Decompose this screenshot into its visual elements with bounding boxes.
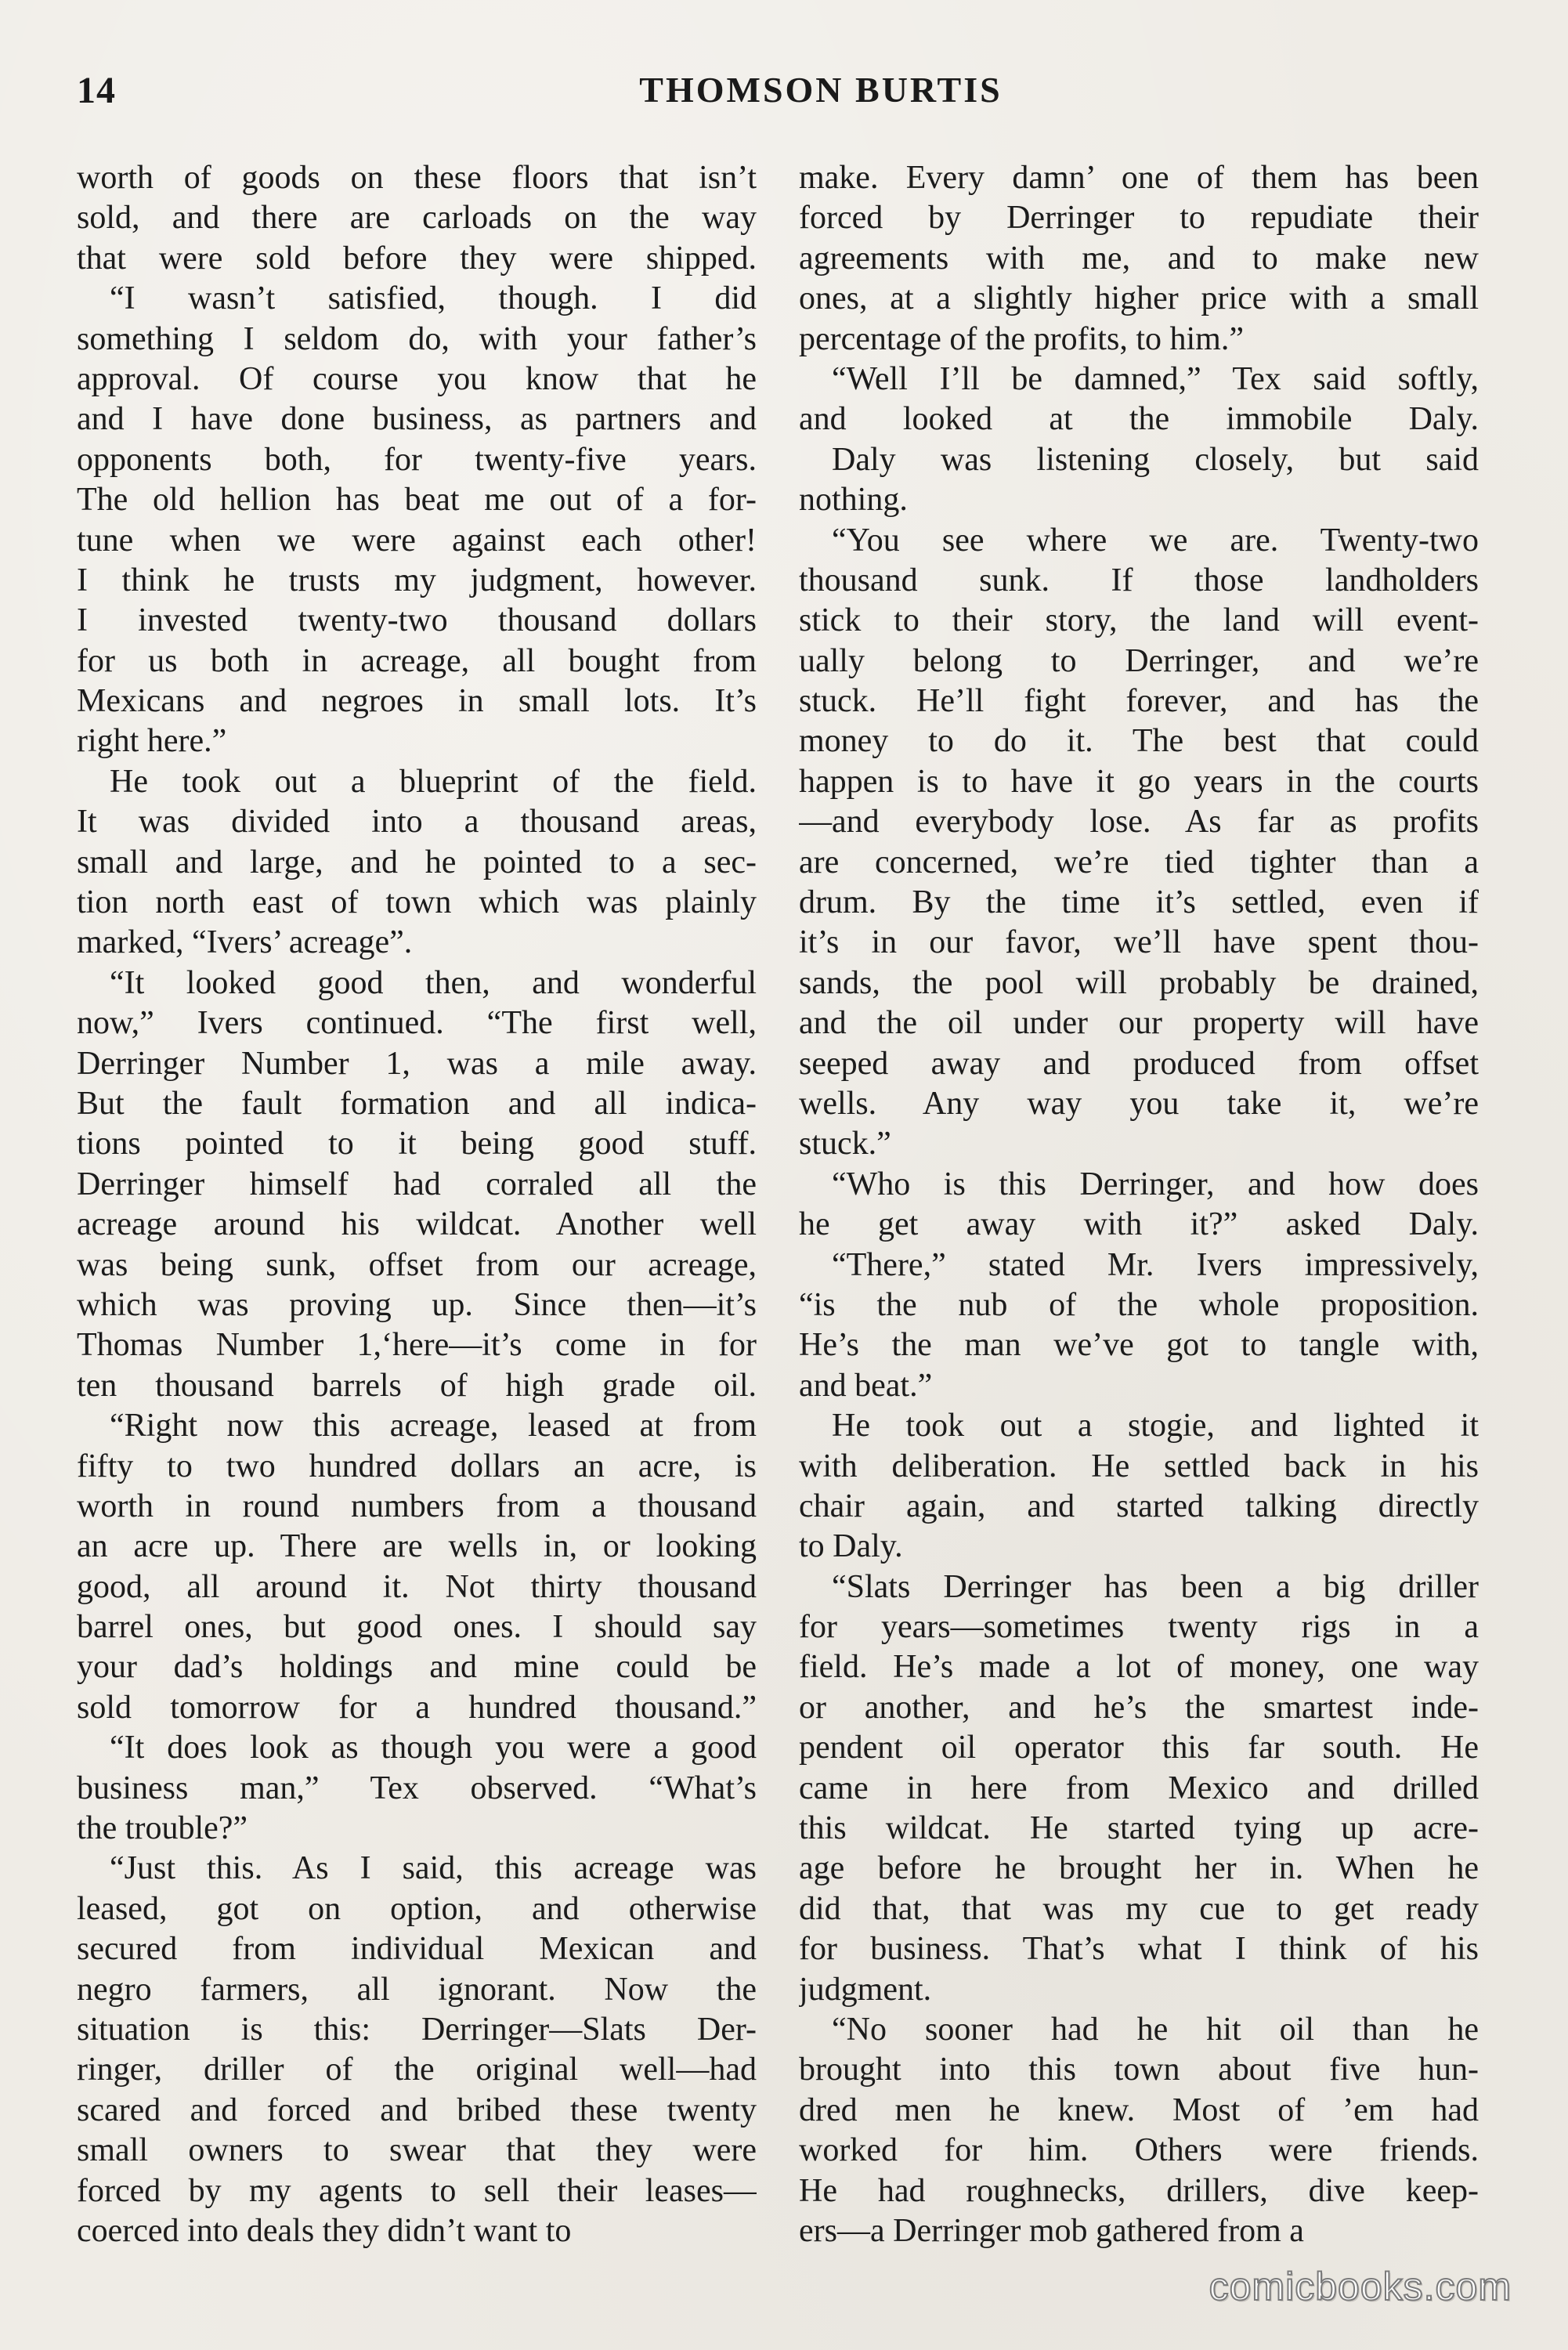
text-line: He’s the man we’ve got to tangle with, — [799, 1327, 1479, 1364]
text-line: for business. That’s what I think of his — [799, 1931, 1479, 1968]
text-line: age before he brought her in. When he — [799, 1850, 1479, 1887]
text-line: I invested twenty-two thousand dollars — [77, 602, 757, 639]
text-line: drum. By the time it’s settled, even if — [799, 884, 1479, 921]
text-line: chair again, and started talking directly — [799, 1488, 1479, 1524]
text-line: “I wasn’t satisfied, though. I did — [110, 280, 757, 317]
text-line: scared and forced and bribed these twenty — [77, 2092, 757, 2128]
text-line: Derringer Number 1, was a mile away. — [77, 1045, 757, 1082]
text-line: brought into this town about five hun- — [799, 2052, 1479, 2088]
text-line: Thomas Number 1,‘here—it’s come in for — [77, 1327, 757, 1364]
text-line: which was proving up. Since then—it’s — [77, 1286, 757, 1323]
text-line: acreage around his wildcat. Another well — [77, 1206, 757, 1243]
text-line: “Who is this Derringer, and how does — [832, 1166, 1479, 1202]
text-line: stuck.” — [799, 1126, 891, 1162]
text-line: approval. Of course you know that he — [77, 360, 757, 397]
text-line: dred men he knew. Most of ’em had — [799, 2092, 1479, 2128]
text-line: “is the nub of the whole proposition. — [799, 1286, 1479, 1323]
text-line: now,” Ivers continued. “The first well, — [77, 1005, 757, 1042]
text-line: thousand sunk. If those landholders — [799, 562, 1479, 598]
text-line: field. He’s made a lot of money, one way — [799, 1649, 1479, 1686]
text-line: seeped away and produced from offset — [799, 1045, 1479, 1082]
text-line: I think he trusts my judgment, however. — [77, 562, 757, 598]
text-line: “There,” stated Mr. Ivers impressively, — [832, 1246, 1479, 1283]
text-line: and beat.” — [799, 1367, 933, 1404]
text-line: the trouble?” — [77, 1810, 248, 1847]
text-line: forced by my agents to sell their leases— — [77, 2172, 757, 2209]
text-line: —and everybody lose. As far as profits — [799, 804, 1479, 841]
text-line: and the oil under our property will have — [799, 1005, 1479, 1042]
text-line: wells. Any way you take it, we’re — [799, 1085, 1479, 1122]
text-line: He had roughnecks, drillers, dive keep- — [799, 2172, 1479, 2209]
text-line: worth in round numbers from a thousand — [77, 1488, 757, 1524]
text-line: worth of goods on these floors that isn’t — [77, 160, 757, 196]
text-line: ones, at a slightly higher price with a small — [799, 280, 1479, 317]
text-line: He took out a blueprint of the field. — [110, 763, 757, 800]
text-line: “It looked good then, and wonderful — [110, 964, 757, 1001]
text-line: agreements with me, and to make new — [799, 240, 1479, 277]
text-line: sold tomorrow for a hundred thousand.” — [77, 1689, 757, 1726]
text-line: pendent oil operator this far south. He — [799, 1730, 1479, 1766]
running-title: THOMSON BURTIS — [639, 70, 1003, 110]
text-line: ten thousand barrels of high grade oil. — [77, 1367, 757, 1404]
text-line: secured from individual Mexican and — [77, 1931, 757, 1968]
text-line: Daly was listening closely, but said — [832, 441, 1479, 478]
text-line: make. Every damn’ one of them has been — [799, 160, 1479, 196]
text-line: ually belong to Derringer, and we’re — [799, 642, 1479, 679]
text-line: to Daly. — [799, 1528, 903, 1565]
text-line: and I have done business, as partners and — [77, 401, 757, 438]
text-line: negro farmers, all ignorant. Now the — [77, 1971, 757, 2008]
text-line: fifty to two hundred dollars an acre, is — [77, 1448, 757, 1484]
text-line: “It does look as though you were a good — [110, 1730, 757, 1766]
text-line: barrel ones, but good ones. I should say — [77, 1609, 757, 1646]
text-line: ringer, driller of the original well—had — [77, 2052, 757, 2088]
text-line: something I seldom do, with your father’s — [77, 320, 757, 357]
text-line: money to do it. The best that could — [799, 723, 1479, 760]
text-line: or another, and he’s the smartest inde- — [799, 1689, 1479, 1726]
text-line: came in here from Mexico and drilled — [799, 1770, 1479, 1806]
text-line: “Slats Derringer has been a big driller — [832, 1568, 1479, 1605]
text-column-right — [799, 158, 1479, 2251]
text-line: “Just this. As I said, this acreage was — [110, 1850, 757, 1887]
text-line: are concerned, we’re tied tighter than a — [799, 844, 1479, 880]
text-line: sold, and there are carloads on the way — [77, 200, 757, 237]
text-line: with deliberation. He settled back in his — [799, 1448, 1479, 1484]
text-line: stuck. He’ll fight forever, and has the — [799, 683, 1479, 720]
text-line: an acre up. There are wells in, or looking — [77, 1528, 757, 1565]
text-line: sands, the pool will probably be drained, — [799, 964, 1479, 1001]
text-line: for us both in acreage, all bought from — [77, 642, 757, 679]
text-line: happen is to have it go years in the courts — [799, 763, 1479, 800]
text-line: situation is this: Derringer—Slats Der- — [77, 2011, 757, 2048]
text-line: opponents both, for twenty-five years. — [77, 441, 757, 478]
text-column-left — [77, 158, 757, 2251]
text-line: judgment. — [799, 1971, 932, 2008]
text-line: “Right now this acreage, leased at from — [110, 1408, 757, 1444]
text-line: forced by Derringer to repudiate their — [799, 200, 1479, 237]
text-line: But the fault formation and all indica- — [77, 1085, 757, 1122]
text-line: Derringer himself had corraled all the — [77, 1166, 757, 1202]
text-line: this wildcat. He started tying up acre- — [799, 1810, 1479, 1847]
text-line: It was divided into a thousand areas, — [77, 804, 757, 841]
text-line: tune when we were against each other! — [77, 522, 757, 559]
text-line: marked, “Ivers’ acreage”. — [77, 924, 413, 961]
text-line: did that, that was my cue to get ready — [799, 1890, 1479, 1927]
watermark-logo: comicbooks.com — [1209, 2265, 1512, 2308]
text-line: small owners to swear that they were — [77, 2132, 757, 2169]
text-line: was being sunk, offset from our acreage, — [77, 1246, 757, 1283]
text-line: good, all around it. Not thirty thousand — [77, 1568, 757, 1605]
text-line: it’s in our favor, we’ll have spent thou- — [799, 924, 1479, 961]
text-line: He took out a stogie, and lighted it — [832, 1408, 1479, 1444]
text-line: leased, got on option, and otherwise — [77, 1890, 757, 1927]
text-line: nothing. — [799, 482, 908, 519]
text-line: that were sold before they were shipped. — [77, 240, 757, 277]
text-line: for years—sometimes twenty rigs in a — [799, 1609, 1479, 1646]
text-line: “Well I’ll be damned,” Tex said softly, — [832, 360, 1479, 397]
running-head — [77, 69, 1487, 124]
text-line: percentage of the profits, to him.” — [799, 320, 1244, 357]
text-line: The old hellion has beat me out of a for- — [77, 482, 757, 519]
text-line: business man,” Tex observed. “What’s — [77, 1770, 757, 1806]
text-line: ers—a Derringer mob gathered from a — [799, 2212, 1304, 2249]
text-line: and looked at the immobile Daly. — [799, 401, 1479, 438]
text-line: your dad’s holdings and mine could be — [77, 1649, 757, 1686]
text-line: “You see where we are. Twenty-two — [832, 522, 1479, 559]
text-line: coerced into deals they didn’t want to — [77, 2212, 572, 2249]
text-line: small and large, and he pointed to a sec- — [77, 844, 757, 880]
text-line: right here.” — [77, 723, 227, 760]
page-number: 14 — [77, 70, 116, 111]
text-line: he get away with it?” asked Daly. — [799, 1206, 1479, 1243]
text-line: worked for him. Others were friends. — [799, 2132, 1479, 2169]
text-line: “No sooner had he hit oil than he — [832, 2011, 1479, 2048]
text-line: stick to their story, the land will event- — [799, 602, 1479, 639]
text-line: tion north east of town which was plainly — [77, 884, 757, 921]
text-line: tions pointed to it being good stuff. — [77, 1126, 757, 1162]
text-line: Mexicans and negroes in small lots. It’s — [77, 683, 757, 720]
